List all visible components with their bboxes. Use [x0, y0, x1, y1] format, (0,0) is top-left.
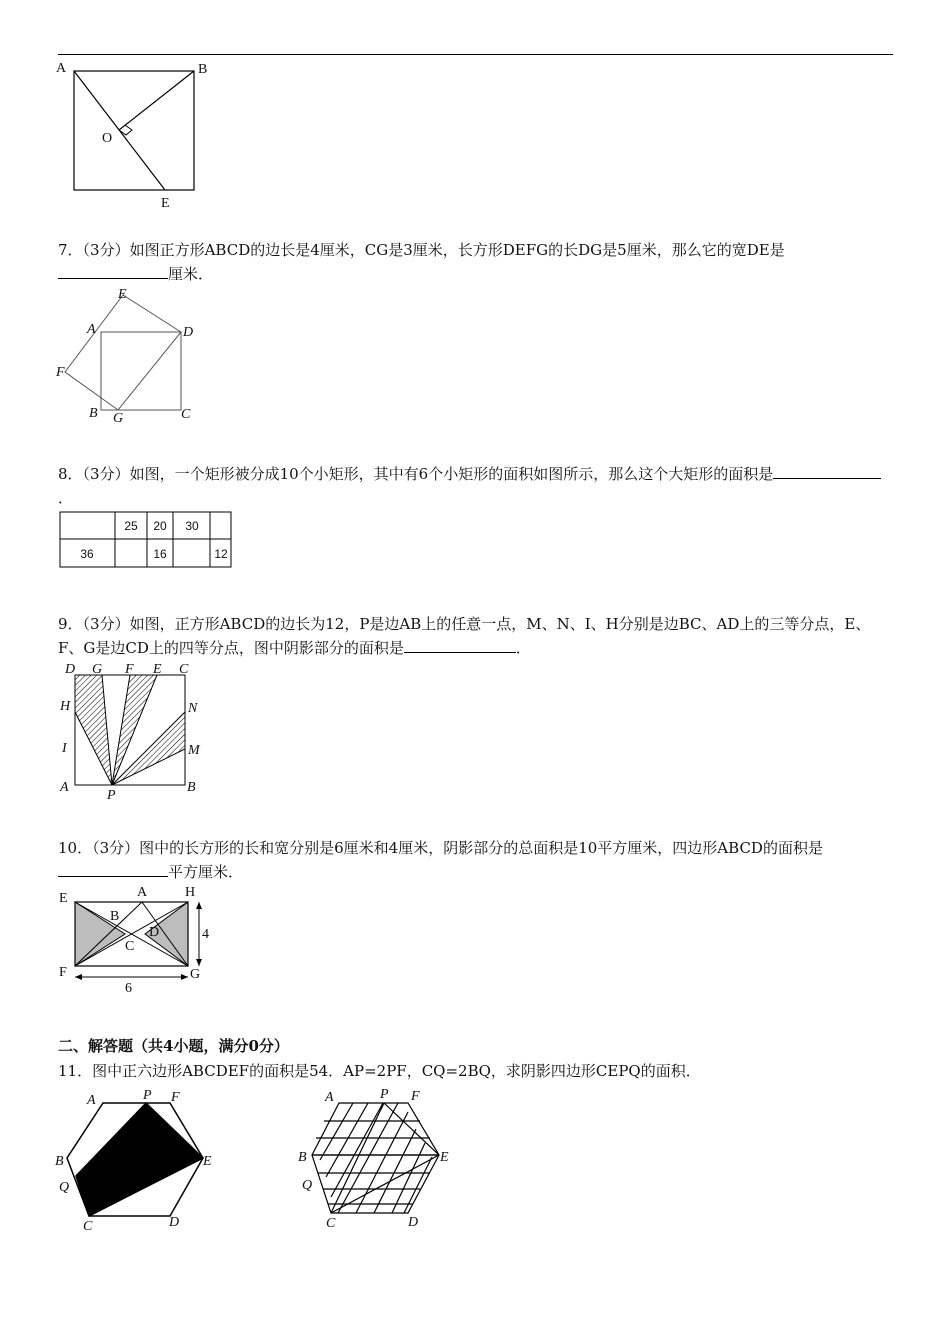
question-11	[58, 1059, 893, 1083]
q9-label-f: F	[125, 662, 134, 677]
q10-label-length: 6	[125, 981, 132, 996]
q11-right-label-d: D	[408, 1215, 419, 1230]
q10-label-c: C	[125, 939, 135, 954]
q7-label-g: G	[113, 411, 124, 426]
q8-cell-20: 20	[153, 519, 167, 533]
section-2-title: 二、解答题（共4小题，满分0分）	[58, 1037, 289, 1055]
q9-label-m: M	[188, 743, 200, 758]
fig6-label-a: A	[56, 61, 67, 76]
q11-right-label-q: Q	[302, 1178, 313, 1193]
question-7-answer-blank[interactable]	[58, 262, 168, 279]
question-8-end: ．	[58, 489, 74, 507]
question-11-text: 11．图中正六边形ABCDEF的面积是54．AP=2PF，CQ=2BQ，求阴影四边形CEPQ的面积．	[58, 1062, 701, 1080]
q10-label-h: H	[185, 885, 196, 900]
q9-label-i: I	[62, 741, 67, 756]
q11-right-label-p: P	[380, 1087, 389, 1102]
q9-label-a: A	[60, 780, 69, 795]
q10-diagram	[55, 882, 225, 994]
q11-right-label-e: E	[440, 1150, 449, 1165]
q9-label-d: D	[65, 662, 76, 677]
q10-label-b: B	[110, 909, 120, 924]
q9-label-p: P	[107, 788, 116, 803]
q9-label-n: N	[188, 701, 198, 716]
q11-left-label-d: D	[169, 1215, 180, 1230]
question-10-answer-blank[interactable]	[58, 860, 168, 877]
q8-cell-36: 36	[80, 547, 94, 561]
q7-label-a: A	[87, 322, 96, 337]
q11-right-hexagon-grid	[298, 1085, 468, 1235]
q11-right-label-b: B	[298, 1150, 307, 1165]
q11-left-hexagon	[55, 1085, 225, 1235]
question-9-answer-blank[interactable]	[404, 636, 516, 653]
q7-diagram	[55, 285, 205, 430]
question-9-end: ．	[515, 639, 531, 657]
fig6-label-b: B	[198, 62, 208, 77]
question-9	[58, 612, 893, 660]
q10-label-d: D	[149, 925, 160, 940]
q10-label-width: 4	[202, 927, 209, 942]
q9-label-h: H	[60, 699, 71, 714]
q11-left-label-p: P	[143, 1088, 152, 1103]
q11-left-label-c: C	[83, 1219, 93, 1234]
question-10-unit: 平方厘米．	[168, 863, 244, 881]
question-10-text: 10．（3分）图中的长方形的长和宽分别是6厘米和4厘米，阴影部分的总面积是10平方厘米，四边形ABCD的面积是	[58, 839, 823, 857]
q8-grid	[58, 510, 234, 570]
header-rule	[58, 54, 893, 55]
question-9-text: 9．（3分）如图，正方形ABCD的边长为12，P是边AB上的任意一点，M、N、I、H分别是边BC、AD上的三等分点，E、F、G是边CD上的四等分点，图中阴影部分的面积是	[58, 615, 871, 657]
q7-label-f: F	[56, 365, 65, 380]
q9-label-g: G	[92, 662, 103, 677]
question-8-answer-blank[interactable]	[773, 462, 881, 479]
q10-label-g: G	[190, 967, 201, 982]
question-8-text: 8．（3分）如图，一个矩形被分成10个小矩形，其中有6个小矩形的面积如图所示，那么这个大矩形的面积是	[58, 465, 774, 483]
fig6-label-o: O	[102, 131, 113, 146]
q11-left-label-q: Q	[59, 1180, 70, 1195]
q8-cell-12: 12	[214, 547, 228, 561]
q11-left-label-e: E	[203, 1154, 212, 1169]
q11-left-label-f: F	[171, 1090, 180, 1105]
q7-label-c: C	[181, 407, 191, 422]
q11-right-label-a: A	[325, 1090, 334, 1105]
q8-cell-30: 30	[185, 519, 199, 533]
q8-cell-16: 16	[153, 547, 167, 561]
fig6-label-e: E	[161, 196, 170, 211]
question-10	[58, 836, 893, 884]
q10-label-e: E	[59, 891, 68, 906]
q9-label-c: C	[179, 662, 189, 677]
q9-label-e: E	[153, 662, 162, 677]
question-7-text: 7．（3分）如图正方形ABCD的边长是4厘米，CG是3厘米，长方形DEFG的长DG是5厘米，那么它的宽DE是	[58, 241, 785, 259]
q11-right-label-f: F	[411, 1089, 420, 1104]
q9-diagram	[55, 660, 205, 805]
q7-label-e: E	[118, 287, 127, 302]
q11-left-label-a: A	[87, 1093, 96, 1108]
question-7	[58, 238, 893, 286]
question-7-unit: 厘米．	[168, 265, 214, 283]
fig6-square-diagram	[50, 58, 220, 213]
q11-right-label-c: C	[326, 1216, 336, 1231]
q10-label-f: F	[59, 965, 67, 980]
q7-label-d: D	[183, 325, 194, 340]
q10-label-a: A	[137, 885, 148, 900]
q9-label-b: B	[187, 780, 196, 795]
q8-cell-25: 25	[124, 519, 138, 533]
question-8	[58, 462, 893, 510]
q7-label-b: B	[89, 406, 98, 421]
q11-left-label-b: B	[55, 1154, 64, 1169]
